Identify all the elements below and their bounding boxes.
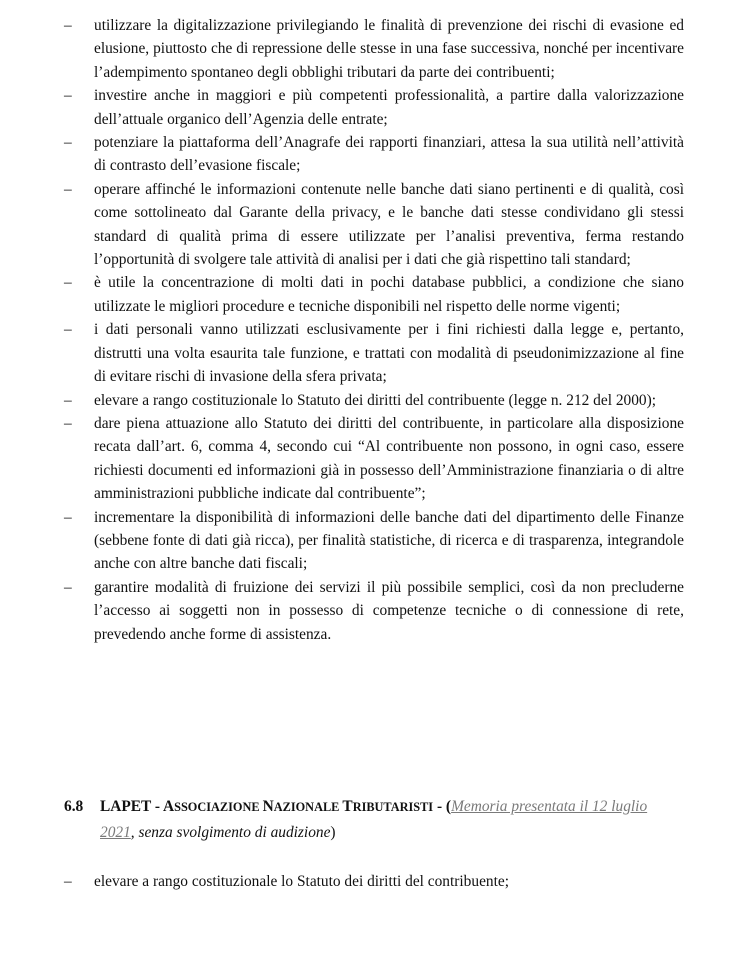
section-number: 6.8 <box>64 798 84 815</box>
list-item <box>64 271 684 318</box>
section-title <box>100 798 451 815</box>
list-item-text: investire anche in maggiori e più competenti professionalità, a partire dalla valorizzazione dell’attuale organico dell’Agenzia delle entrate; <box>94 87 684 128</box>
list-item-text: i dati personali vanno utilizzati esclusivamente per i fini richiesti dalla legge e, pertanto, distrutti una volta esaurita tale funzione, e trattati con modalità di pseudonimizzazione al fine di evitare rischi di invasione della sfera privata; <box>94 321 684 386</box>
section-title-part: LAPET - A <box>100 798 175 815</box>
section-note: , senza svolgimento di audizione <box>130 824 331 841</box>
section-title-part: - ( <box>433 798 452 815</box>
list-item-text: incrementare la disponibilità di informazioni delle banche dati del dipartimento delle Finanze (sebbene fonte di dati già ricca), per finalità statistiche, di ricerca e di trasparenza, integrandole anche con altre banche dati fiscali; <box>94 508 684 573</box>
section-title-part: SSOCIAZIONE <box>174 800 263 814</box>
bullet-dash: – <box>64 508 72 526</box>
list-item <box>64 84 684 131</box>
list-item <box>64 506 684 576</box>
list-item-text: utilizzare la digitalizzazione privilegiando le finalità di prevenzione dei rischi di evasione ed elusione, piuttosto che di repressione delle stesse in una fase successiva, nonché per incentivare l’adempimento spontaneo degli obblighi tributari da parte dei contribuenti; <box>94 17 684 81</box>
bullet-dash: – <box>64 873 72 890</box>
section-close-paren: ) <box>330 824 336 841</box>
list-item <box>64 870 684 893</box>
list-item <box>64 14 684 84</box>
bullet-dash: – <box>64 391 72 409</box>
list-item-text: elevare a rango costituzionale lo Statuto dei diritti del contribuente; <box>94 873 509 890</box>
list-item-text: potenziare la piattaforma dell’Anagrafe dei rapporti finanziari, attesa la sua utilità nell’attività di contrasto dell’evasione fiscale; <box>94 134 684 175</box>
list-item-text: garantire modalità di fruizione dei servizi il più possibile semplici, così da non precluderne l’accesso ai soggetti non in possesso di competenze tecniche o di connessione di rete, prevedendo anche forme di assistenza. <box>94 578 684 643</box>
bullet-dash: – <box>64 321 72 339</box>
section-title-part: T <box>342 798 353 815</box>
bullet-dash: – <box>64 180 72 198</box>
list-item-text: è utile la concentrazione di molti dati in pochi database pubblici, a condizione che siano utilizzate le migliori procedure e tecniche disponibili nel rispetto delle norme vigenti; <box>94 274 684 315</box>
list-item <box>64 178 684 272</box>
bullet-dash: – <box>64 414 72 432</box>
memoria-link[interactable]: Memoria presentata il 12 luglio <box>451 798 648 815</box>
recommendations-list <box>64 14 684 646</box>
section-heading-continuation <box>64 820 684 845</box>
list-item <box>64 318 684 388</box>
list-item <box>64 131 684 178</box>
list-item <box>64 389 684 412</box>
section-title-part: RIBUTARISTI <box>352 800 434 814</box>
section-title-part: N <box>262 798 274 815</box>
list-item-text: operare affinché le informazioni contenute nelle banche dati siano pertinenti e di qualità, così come sottolineato dal Garante della privacy, e le banche dati stesse condividano gli stessi standard di qualità prima di essere utilizzate per l’analisi preventiva, ferma restando l’opportunità di svolgere tale attività di analisi per i dati che già rispettino tali standard; <box>94 180 684 269</box>
section-heading <box>64 794 684 845</box>
memoria-link-year[interactable]: 2021 <box>100 824 131 841</box>
list-item <box>64 576 684 646</box>
bullet-dash: – <box>64 17 72 34</box>
bullet-dash: – <box>64 274 72 292</box>
bullet-dash: – <box>64 87 72 105</box>
bullet-dash: – <box>64 134 72 152</box>
bullet-dash: – <box>64 578 72 596</box>
list-item-text: elevare a rango costituzionale lo Statuto dei diritti del contribuente (legge n. 212 del 2000); <box>94 391 657 409</box>
list-item <box>64 412 684 506</box>
lapet-recommendations-list <box>64 870 684 893</box>
list-item-text: dare piena attuazione allo Statuto dei diritti del contribuente, in particolare alla disposizione recata dall’art. 6, comma 4, secondo cui “Al contribuente non possono, in ogni caso, essere richiesti documenti ed informazioni già in possesso dell’Amministrazione finanziaria o di altre amministrazioni pubbliche indicate dal contribuente”; <box>94 414 684 503</box>
section-title-part: AZIONALE <box>273 800 343 814</box>
